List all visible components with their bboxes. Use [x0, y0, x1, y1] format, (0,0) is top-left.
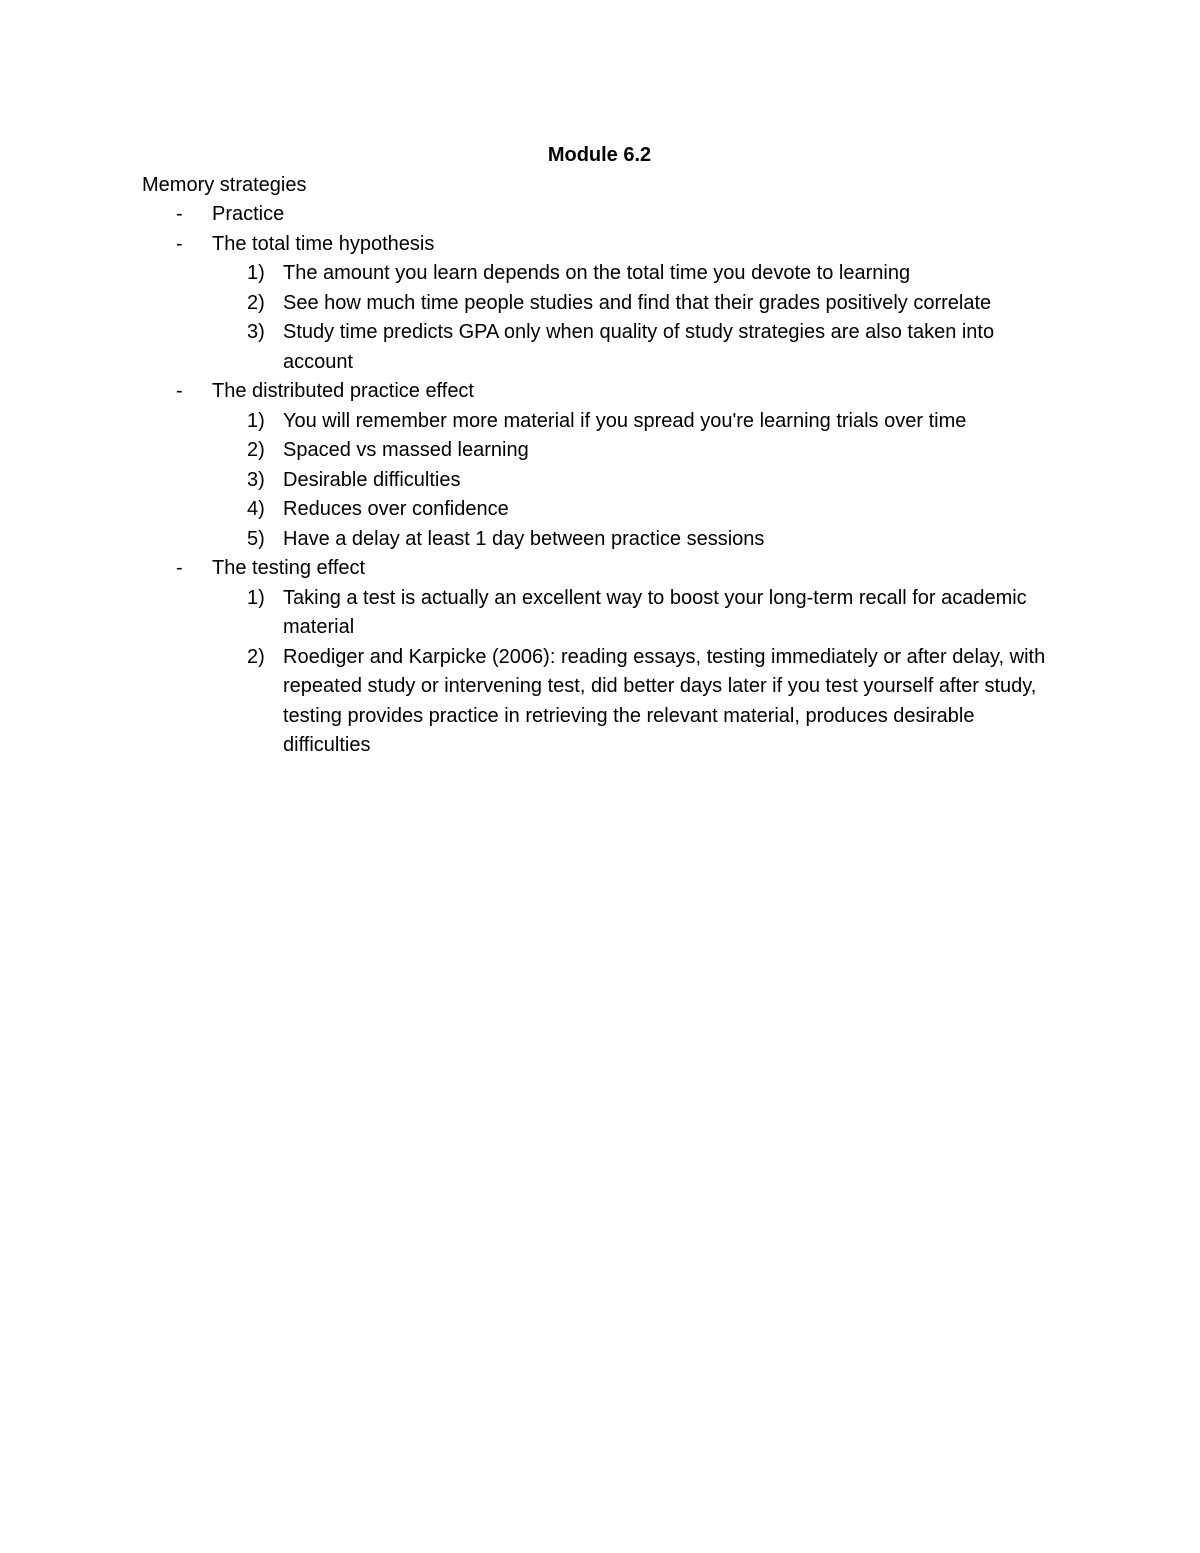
bullet-item-distributed-practice-effect — [142, 377, 1062, 554]
section-heading: Memory strategies — [142, 173, 307, 196]
list-item — [142, 466, 1062, 496]
list-item-number: 2) — [247, 439, 265, 461]
list-item-text: Have a delay at least 1 day between practice sessions — [283, 527, 765, 550]
list-item — [142, 259, 1062, 289]
list-item-number: 4) — [247, 498, 265, 520]
list-item-text: Spaced vs massed learning — [283, 439, 529, 461]
bullet-item-total-time-hypothesis — [142, 230, 1062, 378]
list-item-text: The amount you learn depends on the total time you devote to learning — [283, 262, 911, 284]
bullet-dash: - — [176, 557, 183, 579]
list-item — [142, 436, 1062, 466]
list-item — [142, 289, 1062, 319]
numbered-list — [212, 259, 1062, 377]
list-item-text: You will remember more material if you spread you're learning trials over time — [283, 409, 967, 432]
list-item-number: 1) — [247, 262, 265, 284]
list-item — [142, 525, 1062, 555]
list-item-number: 1) — [247, 409, 265, 432]
bullet-label: The total time hypothesis — [212, 232, 435, 255]
bullet-label: The distributed practice effect — [212, 380, 474, 402]
list-item-number: 3) — [247, 321, 265, 343]
list-item-text: Taking a test is actually an excellent way to boost your long-term recall for academic material — [283, 586, 1027, 638]
document-body — [142, 141, 1062, 761]
list-item-number: 3) — [247, 468, 265, 491]
bullet-item-practice — [142, 200, 1062, 230]
list-item-text: Study time predicts GPA only when quality of study strategies are also taken into account — [283, 321, 995, 373]
list-item-text: Reduces over confidence — [283, 498, 509, 520]
list-item — [142, 643, 1062, 761]
list-item-text: See how much time people studies and find that their grades positively correlate — [283, 291, 992, 314]
document-title: Module 6.2 — [547, 144, 652, 166]
bullet-item-testing-effect — [142, 554, 1062, 761]
numbered-list — [212, 584, 1062, 761]
list-item — [142, 407, 1062, 437]
list-item — [142, 318, 1062, 377]
bullet-label: The testing effect — [212, 557, 366, 579]
bullet-dash: - — [176, 232, 183, 255]
list-item-number: 1) — [247, 586, 265, 609]
bullet-label: Practice — [212, 203, 285, 225]
list-item-text: Roediger and Karpicke (2006): reading essays, testing immediately or after delay, with repeated study or intervening test, did better days later if you test yourself after study, testing provides practice in retrieving the relevant material, produces desirable difficulties — [283, 645, 1046, 756]
list-item-number: 2) — [247, 291, 265, 314]
list-item-text: Desirable difficulties — [283, 468, 461, 491]
bullet-dash: - — [176, 203, 183, 225]
bullet-dash: - — [176, 380, 183, 402]
bullet-list — [142, 200, 1062, 761]
numbered-list — [212, 407, 1062, 555]
list-item — [142, 584, 1062, 643]
list-item-number: 2) — [247, 645, 265, 668]
list-item — [142, 495, 1062, 525]
list-item-number: 5) — [247, 527, 265, 550]
